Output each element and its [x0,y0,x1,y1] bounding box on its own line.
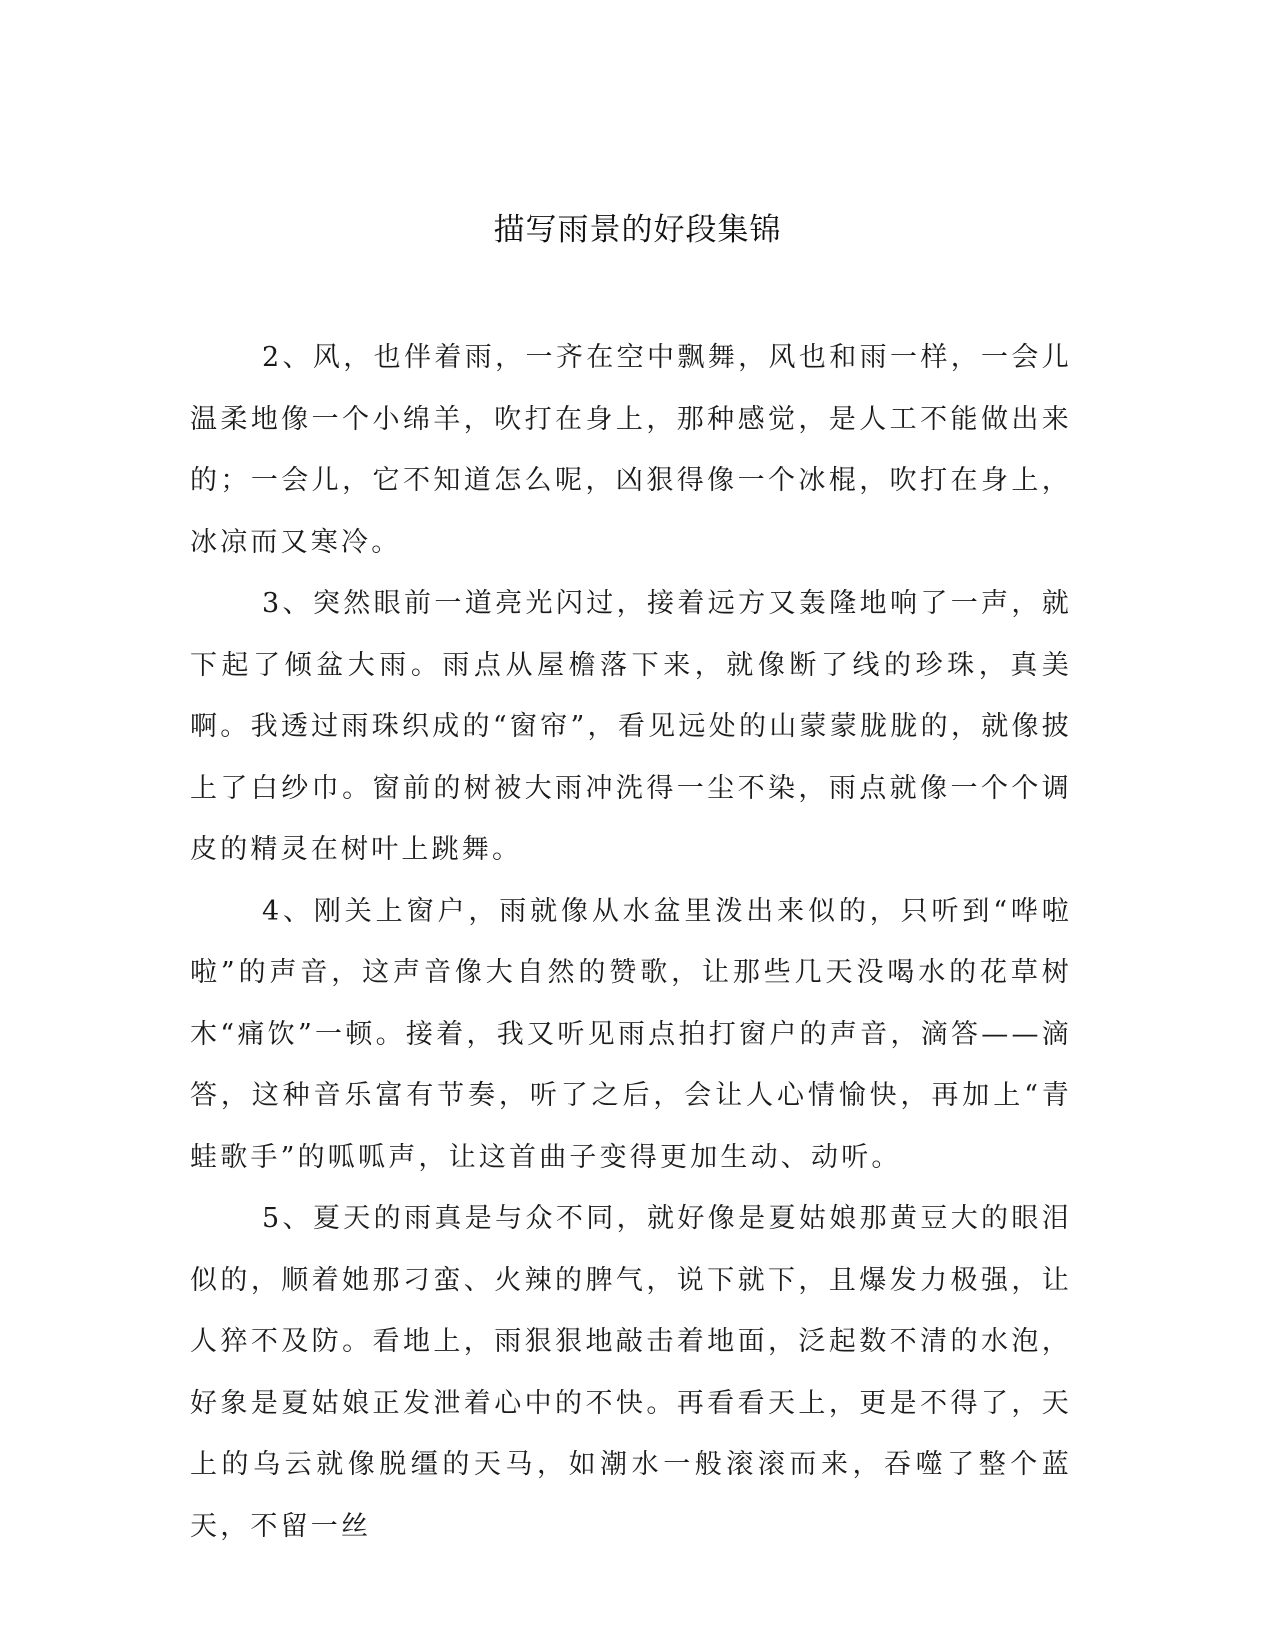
paragraph-4: 4、刚关上窗户，雨就像从水盆里泼出来似的，只听到“哗啦啦”的声音，这声音像大自然的赞歌，让那些几天没喝水的花草树木“痛饮”一顿。接着，我又听见雨点拍打窗户的声音，滴答——滴答，这种音乐富有节奏，听了之后，会让人心情愉快，再加上“青蛙歌手”的呱呱声，让这首曲子变得更加生动、动听。 [190,895,1072,1173]
paragraph-3: 3、突然眼前一道亮光闪过，接着远方又轰隆地响了一声，就下起了倾盆大雨。雨点从屋檐落下来，就像断了线的珍珠，真美啊。我透过雨珠织成的“窗帘”，看见远处的山蒙蒙胧胧的，就像披上了白纱巾。窗前的树被大雨冲洗得一尘不染，雨点就像一个个调皮的精灵在树叶上跳舞。 [190,588,1072,865]
paragraph-5: 5、夏天的雨真是与众不同，就好像是夏姑娘那黄豆大的眼泪似的，顺着她那刁蛮、火辣的脾气，说下就下，且爆发力极强，让人猝不及防。看地上，雨狠狠地敲击着地面，泛起数不清的水泡，好象是夏姑娘正发泄着心中的不快。再看看天上，更是不得了，天上的乌云就像脱缰的天马，如潮水一般滚滚而来，吞噬了整个蓝天，不留一丝 [190,1203,1072,1542]
document-title: 描写雨景的好段集锦 [493,212,782,248]
document-body [190,327,1072,1557]
paragraph-2: 2、风，也伴着雨，一齐在空中飘舞，风也和雨一样，一会儿温柔地像一个小绵羊，吹打在身上，那种感觉，是人工不能做出来的；一会儿，它不知道怎么呢，凶狠得像一个冰棍，吹打在身上，冰凉而又寒冷。 [190,342,1072,558]
